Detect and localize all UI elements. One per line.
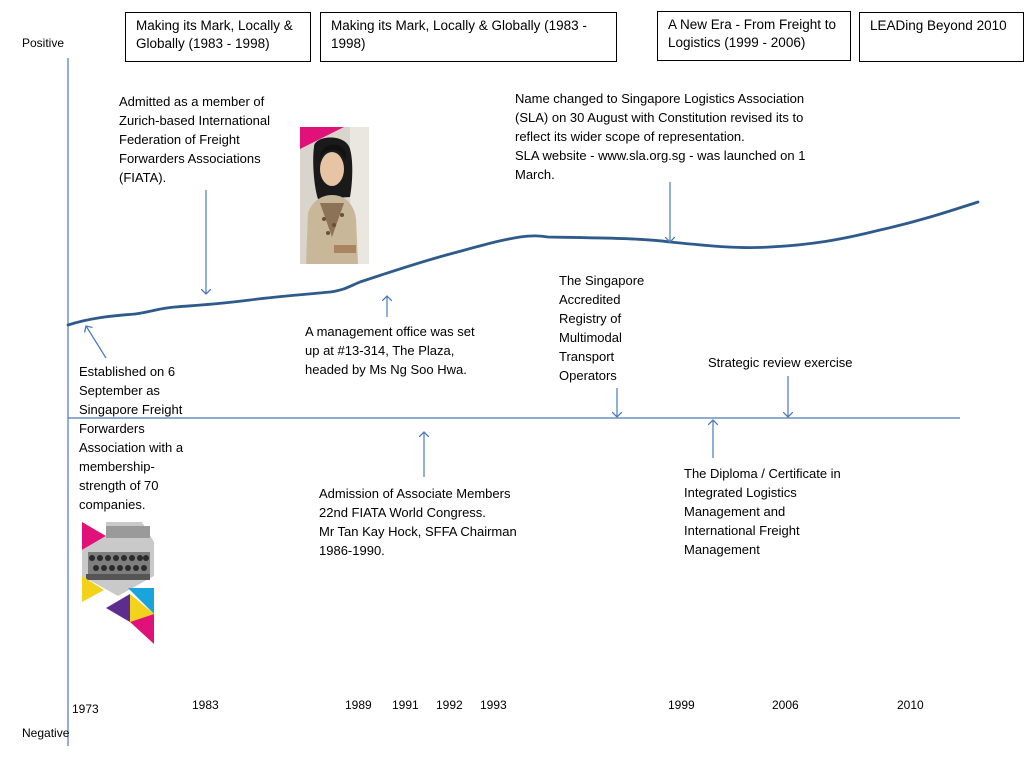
era-box-2: Making its Mark, Locally & Globally (1983 - 1998) <box>320 12 617 62</box>
portrait-photo <box>300 127 369 264</box>
event-associate-members: Admission of Associate Members 22nd FIATA World Congress. Mr Tan Kay Hock, SFFA Chairman 1986-1990. <box>319 486 517 558</box>
event-strategic-review: Strategic review exercise <box>708 355 853 370</box>
event-multimodal-registry: The Singapore Accredited Registry of Multimodal Transport Operators <box>559 273 645 383</box>
year-2010: 2010 <box>897 698 924 712</box>
year-1999: 1999 <box>668 698 695 712</box>
era-box-4: LEADing Beyond 2010 <box>859 12 1024 62</box>
era-box-1: Making its Mark, Locally & Globally (1983 - 1998) <box>125 12 311 62</box>
negative-label: Negative <box>22 726 70 740</box>
year-1992: 1992 <box>436 698 463 712</box>
event-diploma: The Diploma / Certificate in Integrated Logistics Management and International Freight Management <box>684 466 841 557</box>
era-box-3: A New Era - From Freight to Logistics (1999 - 2006) <box>657 11 851 61</box>
year-1991: 1991 <box>392 698 419 712</box>
positive-label: Positive <box>22 36 65 50</box>
year-1989: 1989 <box>345 698 372 712</box>
event-established: Established on 6 September as Singapore Freight Forwarders Association with a membership-strength of 70 companies. <box>79 364 184 512</box>
year-2006: 2006 <box>772 698 799 712</box>
founding-members-collage <box>82 522 154 644</box>
event-fiata-membership: Admitted as a member of Zurich-based International Federation of Freight Forwarders Associations (FIATA). <box>119 94 271 185</box>
arrow-established <box>86 326 106 358</box>
trend-line <box>68 202 978 325</box>
year-1993: 1993 <box>480 698 507 712</box>
year-1983: 1983 <box>192 698 219 712</box>
event-management-office: A management office was set up at #13-314, The Plaza, headed by Ms Ng Soo Hwa. <box>305 324 475 377</box>
event-sla-rename: Name changed to Singapore Logistics Association (SLA) on 30 August with Constitution revised its to reflect its wider scope of representation. SLA website - www.sla.org.sg - was launched on 1 March. <box>515 91 806 182</box>
year-1973: 1973 <box>72 702 99 716</box>
